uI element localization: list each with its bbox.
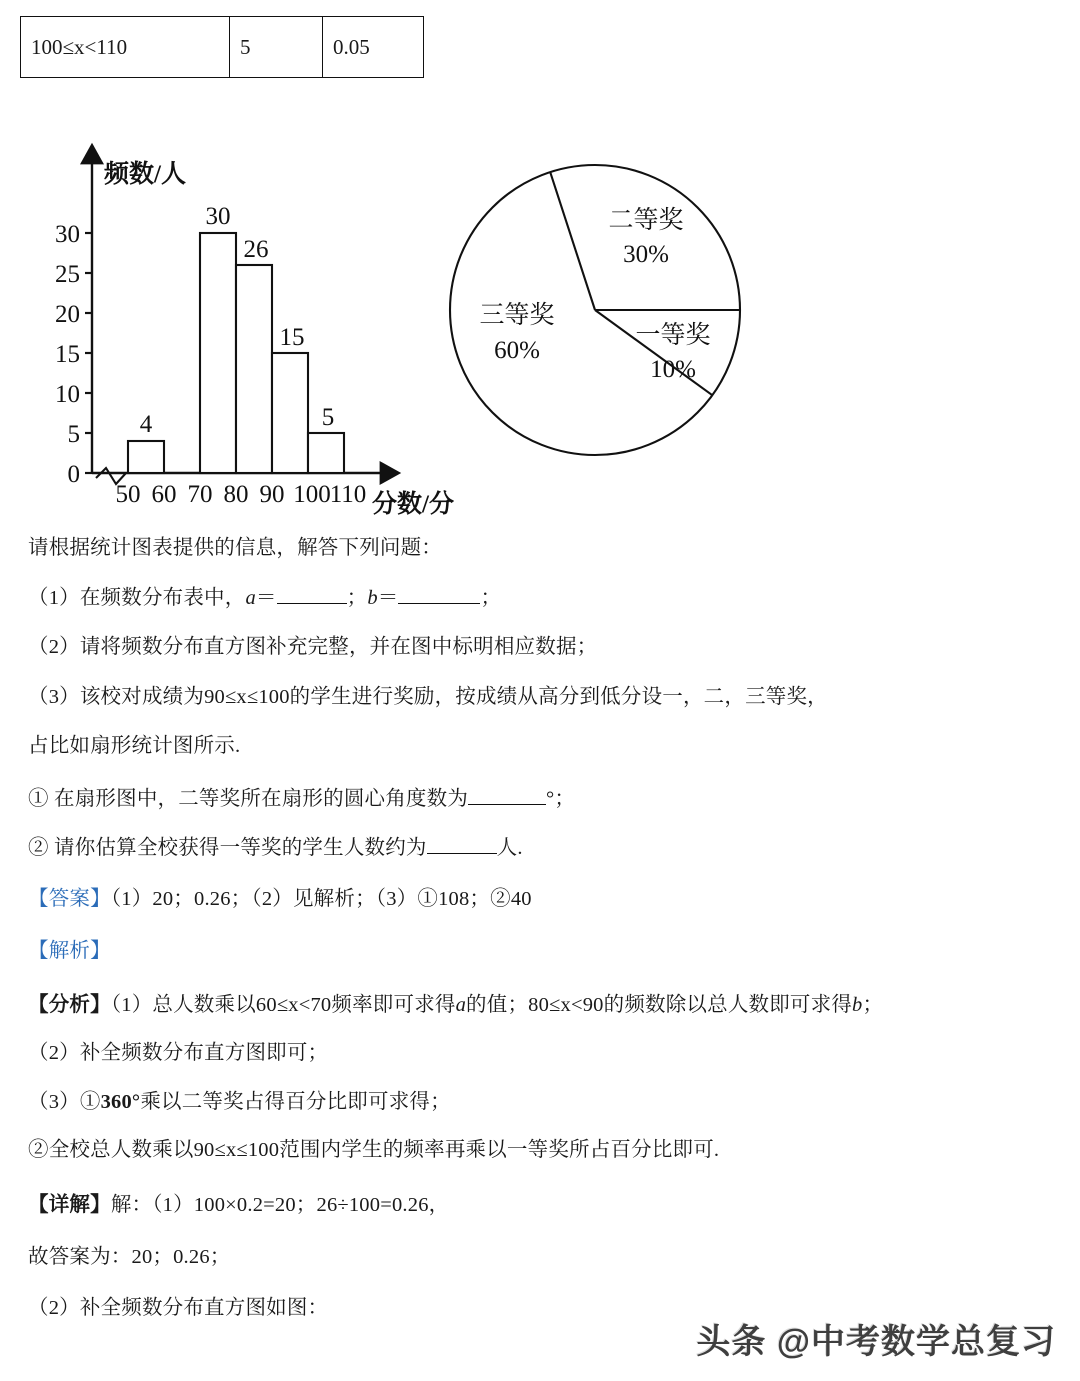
fenxi-4-suffix: 范围内学生的频率再乘以一等奖所占百分比即可. <box>279 1139 720 1161</box>
answer-text: （1）20；0.26；（2）见解析；（3）①108；②40 <box>110 887 532 910</box>
fenxi-3-prefix: （3）① <box>28 1090 101 1113</box>
x-tick-50: 50 <box>115 481 141 508</box>
table-cell-frequency <box>230 17 323 78</box>
fenxi-1-range-1: 60≤x<70 <box>255 993 332 1016</box>
fenxi-3-suffix: 乘以二等奖占得百分比即可求得； <box>140 1090 451 1113</box>
x-tick-70: 70 <box>187 481 213 508</box>
q3-1-prefix: ① 在扇形图中，二等奖所在扇形的圆心角度数为 <box>28 787 469 810</box>
bar-50-60 <box>128 441 164 473</box>
fenxi-4-range: 90≤x≤100 <box>193 1139 280 1161</box>
analysis-tag: 【解析】 <box>28 940 111 962</box>
question-body <box>28 538 1058 1318</box>
x-tick-100: 100 <box>293 481 331 508</box>
q1-separator: ； <box>346 586 368 609</box>
question-1 <box>28 588 1058 609</box>
q1-eq-1: ＝ <box>255 586 277 609</box>
y-tick-10: 10 <box>55 381 80 408</box>
intro-line: 请根据统计图表提供的信息，解答下列问题： <box>28 537 442 559</box>
q3-range: 90≤x≤100 <box>204 685 290 708</box>
x-tick-110: 110 <box>329 481 367 508</box>
analysis-tag-line <box>28 941 1058 962</box>
award-pie-chart <box>430 150 800 510</box>
q1-var-b: b <box>367 586 378 609</box>
y-tick-25: 25 <box>55 261 80 288</box>
frequency-text: 5 <box>240 34 251 59</box>
pie-label-second-prize: 二等奖 <box>608 207 684 234</box>
pie-value-third-prize: 60% <box>494 337 540 364</box>
pie-label-first-prize: 一等奖 <box>635 322 711 349</box>
bar-label-50-60: 4 <box>139 411 153 438</box>
q3-2-prefix: ② 请你估算全校获得一等奖的学生人数约为 <box>28 837 427 859</box>
fenxi-1-mid-2: 的值； <box>466 993 529 1016</box>
detail-line-3: （2）补全频数分布直方图如图： <box>28 1296 329 1319</box>
rate-text: 0.05 <box>333 34 370 59</box>
answer-line <box>28 889 1058 910</box>
question-3-sub-1 <box>28 789 1058 810</box>
fenxi-1-mid: 频率即可求得 <box>331 993 456 1016</box>
q3-suffix: 的学生进行奖励，按成绩从高分到低分设一，二，三等奖， <box>289 685 828 708</box>
q1-eq-2: ＝ <box>377 586 399 609</box>
x-tick-90: 90 <box>259 481 285 508</box>
figures-container <box>0 140 1080 530</box>
fenxi-1-var-b: b <box>852 993 863 1016</box>
question-3-line-1 <box>28 687 1058 708</box>
y-tick-5: 5 <box>67 421 80 448</box>
bar-100-110 <box>308 433 344 473</box>
histogram-x-axis-label: 分数/分 <box>372 491 454 518</box>
q1-end: ； <box>480 586 502 609</box>
bar-80-90 <box>236 265 272 473</box>
bar-90-100 <box>272 353 308 473</box>
bar-label-90-100: 15 <box>279 324 305 351</box>
pie-value-second-prize: 30% <box>623 241 669 268</box>
pie-label-third-prize: 三等奖 <box>479 302 555 329</box>
histogram-y-axis-label: 频数/人 <box>104 161 186 188</box>
fenxi-3-degrees: 360° <box>100 1090 141 1113</box>
x-tick-80: 80 <box>223 481 249 508</box>
fenxi-1-end: ； <box>862 993 884 1016</box>
table-cell-rate <box>323 17 424 78</box>
q3-2-blank[interactable] <box>427 853 497 854</box>
analysis-part-1 <box>28 995 1058 1016</box>
bar-label-70-80: 30 <box>205 203 231 230</box>
q3-2-suffix: 人. <box>496 837 523 859</box>
frequency-distribution-table <box>20 16 424 78</box>
pie-divider-upper-left <box>550 172 595 310</box>
y-tick-30: 30 <box>55 221 80 248</box>
question-3-line-2: 占比如扇形统计图所示. <box>28 735 241 757</box>
fenxi-1-prefix: （1）总人数乘以 <box>110 993 256 1016</box>
bar-70-80 <box>200 233 236 473</box>
y-tick-15: 15 <box>55 341 80 368</box>
q1-blank-a[interactable] <box>277 603 347 604</box>
bar-label-100-110: 5 <box>321 404 335 431</box>
table-cell-range <box>21 17 230 78</box>
fenxi-tag: 【分析】 <box>28 993 111 1016</box>
answer-tag: 【答案】 <box>28 887 111 910</box>
detail-line-1 <box>28 1195 1058 1216</box>
bar-label-80-90: 26 <box>243 236 269 263</box>
y-tick-20: 20 <box>55 301 80 328</box>
q1-var-a: a <box>245 586 256 609</box>
question-2: （2）请将频数分布直方图补充完整，并在图中标明相应数据； <box>28 636 598 658</box>
analysis-part-2: （2）补全频数分布直方图即可； <box>28 1042 329 1064</box>
q1-blank-b[interactable] <box>398 603 480 604</box>
range-text: 100≤x<110 <box>31 34 128 59</box>
watermark: 头条 @中考数学总复习 <box>696 1323 1056 1361</box>
analysis-part-3 <box>28 1092 1058 1113</box>
frequency-histogram <box>55 140 460 530</box>
q3-prefix: （3）该校对成绩为 <box>28 685 205 708</box>
y-tick-0: 0 <box>67 461 80 488</box>
fenxi-1-mid-3: 的频数除以总人数即可求得 <box>603 993 853 1016</box>
q3-1-blank[interactable] <box>468 804 546 805</box>
detail-tag: 【详解】 <box>28 1193 111 1216</box>
pie-value-first-prize: 10% <box>650 356 696 383</box>
x-tick-60: 60 <box>151 481 177 508</box>
q1-prefix: （1）在频数分布表中， <box>28 586 246 609</box>
detail-line-2: 故答案为：20；0.26； <box>28 1246 231 1268</box>
q3-1-suffix: °； <box>546 787 576 810</box>
analysis-part-4 <box>28 1140 1058 1161</box>
fenxi-1-range-2: 80≤x<90 <box>528 993 604 1016</box>
table-row <box>21 17 424 78</box>
fenxi-1-var-a: a <box>455 993 467 1016</box>
fenxi-4-prefix: ②全校总人数乘以 <box>28 1139 194 1161</box>
detail-text-1: 解：（1）100×0.2=20；26÷100=0.26， <box>110 1193 450 1216</box>
question-3-sub-2 <box>28 838 1058 859</box>
